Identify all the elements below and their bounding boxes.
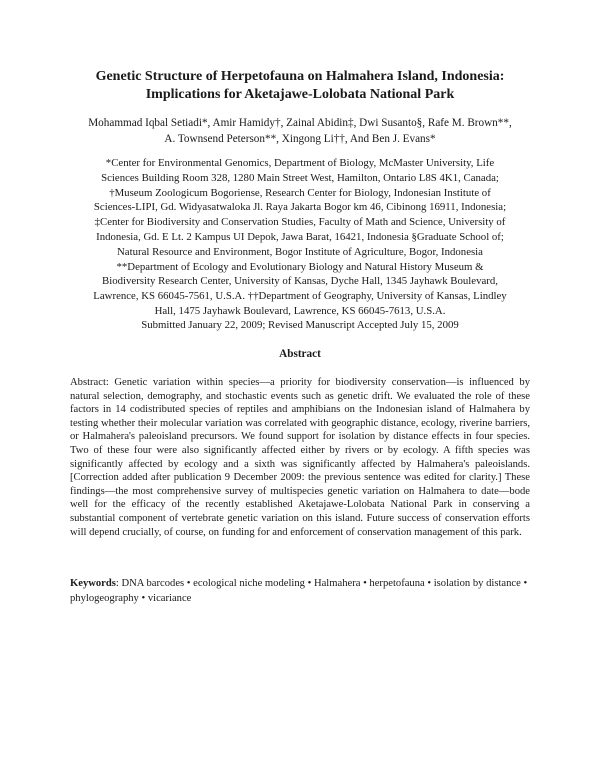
title-line: Implications for Aketajawe-Lolobata National Park [145,87,455,102]
affiliation-line: Indonesia, Gd. E Lt. 2 Kampus UI Depok, Jawa Barat, 16421, Indonesia §Graduate School of; [96,230,504,243]
affiliation-line: Sciences Building Room 328, 1280 Main Street West, Hamilton, Ontario L8S 4K1, Canada; [101,171,499,184]
author-line: A. Townsend Peterson**, Xingong Li††, And Ben J. Evans* [164,133,436,145]
keywords-label: Keywords [70,578,116,589]
keywords [70,577,530,607]
affiliation-line: Biodiversity Research Center, University of Kansas, Dyche Hall, 1345 Jayhawk Boulevard, [102,275,498,288]
affiliation-line: Lawrence, KS 66045-7561, U.S.A. ††Department of Geography, University of Kansas, Lindley [93,290,507,303]
affiliation-line: *Center for Environmental Genomics, Department of Biology, McMaster University, Life [105,157,495,169]
abstract-heading: Abstract [279,348,321,360]
paper-title [60,68,540,104]
author-list [60,115,540,147]
affiliation-line: †Museum Zoologicum Bogoriense, Research Center for Biology, Indonesian Institute of [109,186,491,199]
submission-dates: Submitted January 22, 2009; Revised Manuscript Accepted July 15, 2009 [141,319,459,331]
keywords-text: : DNA barcodes • ecological niche modeling • Halmahera • herpetofauna • isolation by distance • phylogeography • vicariance [70,578,528,604]
abstract-body: Abstract: Genetic variation within species—a priority for biodiversity conservation—is influenced by natural selection, demography, and stochastic events such as genetic drift. We evaluated the role of these factors in 14 codistributed species of reptiles and amphibians on the Indonesian island of Halmahera by testing whether their molecular variation was correlated with geographic distance, ecology, riverine barriers, or Halmahera's paleoisland precursors. We found support for isolation by distance effects in four species. Two of these four were also significantly affected either by rivers or by ecology. A fifth species was significantly affected by ecology and a sixth was significantly affected by Halmahera's paleoislands. [Correction added after publication 9 December 2009: the previous sentence was edited for clarity.] These findings—the most comprehensive survey of multispecies genetic variation on Halmahera to date—bode well for the efficacy of the recently established Aketajawe-Lolobata National Park in conserving a substantial component of vertebrate genetic variation on this island. Future success of conservation efforts will depend crucially, of course, on funding for and enforcement of conservation management of this park. [70,377,530,538]
affiliations [66,156,534,319]
title-line: Genetic Structure of Herpetofauna on Halmahera Island, Indonesia: [95,69,505,84]
affiliation-line: **Department of Ecology and Evolutionary Biology and Natural History Museum & [116,260,484,273]
affiliation-line: Hall, 1475 Jayhawk Boulevard, Lawrence, KS 66045-7613, U.S.A. [154,304,446,317]
affiliation-line: Sciences-LIPI, Gd. Widyasatwaloka Jl. Raya Jakarta Bogor km 46, Cibinong 16911, Indonesia; [93,201,507,214]
author-line: Mohammad Iqbal Setiadi*, Amir Hamidy†, Zainal Abidin‡, Dwi Susanto§, Rafe M. Brown**, [88,117,512,129]
affiliation-line: ‡Center for Biodiversity and Conservation Studies, Faculty of Math and Science, University of [94,216,506,229]
affiliation-line: Natural Resource and Environment, Bogor Institute of Agriculture, Bogor, Indonesia [117,245,483,258]
